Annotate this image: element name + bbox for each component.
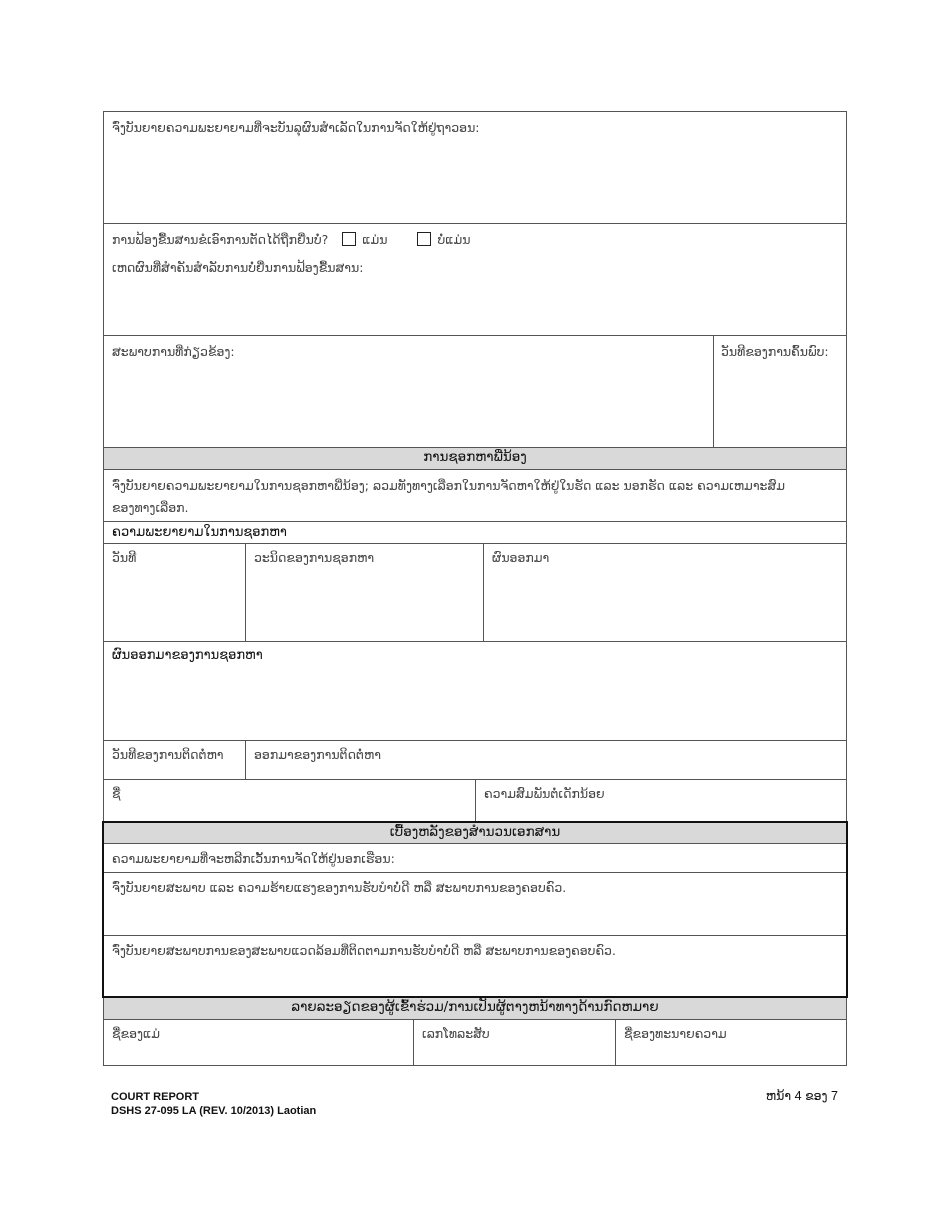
discovery-date-label: ວັນທີຂອງການຄົ້ນພົບ: xyxy=(721,344,829,359)
severity-label: ຈົ່ງບັນຍາຍສະພາບ ແລະ ຄວາມຮ້າຍແຮງຂອງການຮັບບໍາບໍ່ດີ ຫລື ສະພາບການຂອງຄອບຄົວ. xyxy=(112,880,567,895)
environment-label: ຈົ່ງບັນຍາຍສະພາບການຂອງສະພາບແວດລ້ອມທີ່ຕິດຕາມການຮັບບໍາບໍ່ດີ ຫລື ສະພາບການຂອງຄອບຄົວ. xyxy=(112,943,616,958)
background-header xyxy=(104,823,846,844)
search-result-cell[interactable] xyxy=(483,544,846,641)
phone-label: ເລກໂທລະສັບ xyxy=(422,1026,490,1041)
contact-date-cell[interactable] xyxy=(104,741,245,779)
relative-search-description-1: ຈົ່ງບັນຍາຍຄວາມພະຍາຍາມໃນການຊອກຫາພີ່ນ້ອງ; ລວມທັງທາງເລືອກໃນການຈັດຫາໃຫ້ຢູ່ໃນຮັດ ແລະ ນອກຮັດ ແລະ ຄວາມເຫມາະສົມ xyxy=(112,478,786,493)
page-number: 4 xyxy=(794,1089,802,1103)
mother-name-label: ຊື່ຂອງແມ່ xyxy=(112,1026,161,1041)
permanency-efforts-box[interactable] xyxy=(103,111,847,224)
condition-box xyxy=(103,336,847,448)
page-prefix: ຫນ້າ xyxy=(765,1089,792,1103)
avoid-placement-label: ຄວາມພະຍາຍາມທີ່ຈະຫລີກເວັ້ນການຈັດໃຫ້ຢູ່ນອກເຮືອນ: xyxy=(112,851,395,866)
page-total: 7 xyxy=(831,1089,838,1103)
search-results-label: ຜົນອອກມາຂອງການຊອກຫາ xyxy=(112,648,263,663)
search-results-box[interactable] xyxy=(103,642,847,741)
petition-box xyxy=(103,224,847,336)
footer-form-info xyxy=(111,1090,316,1118)
name-row xyxy=(103,780,847,822)
no-checkbox[interactable] xyxy=(417,232,431,246)
legal-title: ລາຍລະອຽດຂອງຜູ້ເຂົ້າຮ່ວມ/ການເປັນຜູ້ຕາງຫນ້າທາງດ້ານກົດຫມາຍ xyxy=(291,999,659,1015)
relationship-cell[interactable] xyxy=(475,780,846,821)
search-method-cell[interactable] xyxy=(245,544,484,641)
relevant-condition-label: ສະພາບການທີ່ກ່ຽວຂ້ອງ: xyxy=(112,344,235,359)
phone-cell[interactable] xyxy=(413,1020,616,1065)
search-date-label: ວັນທີ xyxy=(112,550,137,565)
relative-search-description-2: ຂອງທາງເລືອກ. xyxy=(112,500,189,515)
contact-date-label: ວັນທີຂອງການຕິດຕໍ່ຫາ xyxy=(112,747,224,762)
background-title: ເບື້ອງຫລັງຂອງສໍານວນເອກສານ xyxy=(389,824,561,840)
relative-search-title: ການຊອກຫາພີ່ນ້ອງ xyxy=(423,449,527,465)
search-result-label: ຜົນອອກມາ xyxy=(492,550,550,565)
petition-question: ການຟ້ອງຂື້ນສານຂໍເອົາການຕັດໄດ້ຖືກຍື່ນບໍ່? xyxy=(112,232,329,247)
attorney-label: ຊື່ຂອງທະນາຍຄວາມ xyxy=(624,1026,727,1041)
relative-search-description-box xyxy=(103,470,847,522)
attorney-cell[interactable] xyxy=(615,1020,846,1065)
relative-search-header xyxy=(103,448,847,470)
yes-checkbox[interactable] xyxy=(342,232,356,246)
yes-label: ແມ່ນ xyxy=(362,232,388,247)
permanency-efforts-label: ຈົ່ງບັນຍາຍຄວາມພະຍາຍາມທີ່ຈະບັນລຸຜົນສໍາເລັດໃນການຈັດໃຫ້ຢູ່ຖາວອນ: xyxy=(112,120,480,135)
contact-result-cell[interactable] xyxy=(245,741,846,779)
mother-name-cell[interactable] xyxy=(104,1020,413,1065)
discovery-date-cell[interactable] xyxy=(713,336,846,447)
page-of: ຂອງ xyxy=(805,1089,828,1103)
search-efforts-row xyxy=(103,544,847,642)
court-report-form xyxy=(103,111,847,1066)
avoid-placement-box[interactable] xyxy=(104,844,846,873)
name-label: ຊື່ xyxy=(112,786,121,801)
background-section xyxy=(102,821,848,998)
relationship-label: ຄວາມສົມພັນຕໍ່ເດັກນ້ອຍ xyxy=(484,786,605,801)
search-efforts-header: ຄວາມພະຍາຍາມໃນການຊອກຫາ xyxy=(103,522,847,544)
legal-row xyxy=(103,1020,847,1066)
name-cell[interactable] xyxy=(104,780,475,821)
page-indicator xyxy=(766,1088,838,1103)
environment-box[interactable] xyxy=(104,936,846,996)
footer-form-number: DSHS 27-095 LA (REV. 10/2013) Laotian xyxy=(111,1105,317,1117)
contact-row xyxy=(103,741,847,780)
contact-result-label: ອອກມາຂອງການຕິດຕໍ່ຫາ xyxy=(254,747,381,762)
severity-box[interactable] xyxy=(104,873,846,936)
search-date-cell[interactable] xyxy=(104,544,245,641)
legal-header xyxy=(103,998,847,1020)
footer-title: COURT REPORT xyxy=(111,1091,199,1103)
search-method-label: ວະນິດຂອງການຊອກຫາ xyxy=(254,550,375,565)
petition-question-line xyxy=(112,232,471,247)
no-label: ບໍ່ແມ່ນ xyxy=(437,232,471,247)
petition-reasons-label: ເຫດຜົນທີ່ສໍາຄັນສໍາລັບການບໍ່ຍື່ນການຟ້ອງຂື້ນສານ: xyxy=(112,260,364,275)
